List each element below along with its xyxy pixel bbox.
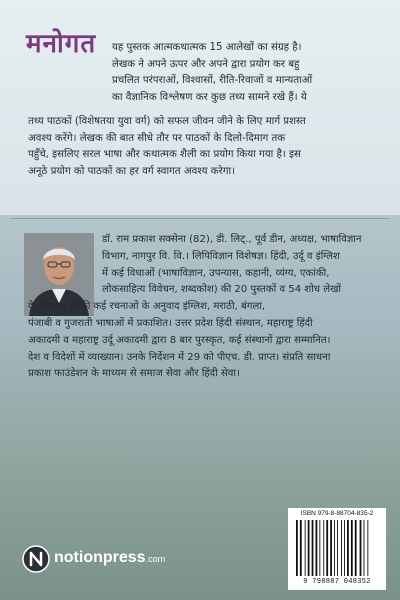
author-bio xyxy=(28,232,380,383)
blurb-line: प्रचलित परंपराओं, विश्वासों, रीति-रिवाजों व मान्यताओं xyxy=(112,75,313,87)
barcode-number: 9 798887 048352 xyxy=(303,578,371,586)
barcode-bar xyxy=(330,520,332,576)
barcode-bar xyxy=(319,520,320,576)
blurb-continued xyxy=(28,114,380,181)
bio-line: पंजाबी व गुजराती भाषाओं में प्रकाशित। उत्तर प्रदेश हिंदी संस्थान, महाराष्ट्र हिंदी xyxy=(28,317,313,329)
barcode-bar xyxy=(364,520,365,576)
barcode-bar xyxy=(312,520,314,576)
bio-line: प्रकाश फाउंडेशन के माध्यम से समाज सेवा और हिंदी सेवा। xyxy=(28,368,240,380)
bio-line: देश व विदेशों में व्याख्यान। उनके निर्देशन में 29 को पीएच. डी. प्राप्त। संप्रति साधना xyxy=(28,351,331,363)
blurb-line: अवश्य करेंगे। लेखक की बात सीधे तौर पर पाठकों के दिलो-दिमाग तक xyxy=(28,132,286,144)
publisher-logo xyxy=(22,545,166,575)
barcode-bar xyxy=(347,520,349,576)
section-title: मनोगत xyxy=(26,29,97,59)
section-divider xyxy=(10,218,390,219)
blurb-intro xyxy=(112,40,380,107)
barcode-bar xyxy=(326,520,328,576)
bio-line: डॉ. राम प्रकाश सक्सेना (82), डी. लिट्., पूर्व डीन, अध्यक्ष, भाषाविज्ञान xyxy=(102,234,362,245)
bio-line: अकादमी व महाराष्ट्र उर्दू अकादमी द्वारा 8 बार पुरस्कृत, कई संस्थानों द्वारा सम्मानित। xyxy=(28,334,331,346)
barcode-bar xyxy=(323,520,324,576)
isbn-barcode xyxy=(288,508,386,590)
bio-line: विभाग, नागपुर वि. वि.। लिपिविज्ञान विशेषज्ञ। हिंदी, उर्दू व इंग्लिश xyxy=(102,250,340,262)
blurb-line: लेखक ने अपने ऊपर और अपने द्वारा प्रयोग कर बहु xyxy=(112,58,300,70)
barcode-bar xyxy=(355,520,357,576)
barcode-bar xyxy=(316,520,318,576)
bio-line: के लेखक। उनकी कई रचनाओं के अनुवाद इंग्लिश, मराठी, बंगला, xyxy=(28,301,266,313)
bio-line: लोकसाहित्य विवेचन, शब्दकोश) की 20 पुस्तकों व 54 शोध लेखों xyxy=(102,284,341,296)
blurb-line: यह पुस्तक आत्मकथात्मक 15 आलेखों का संग्रह है। xyxy=(112,42,302,53)
barcode-bar xyxy=(360,520,362,576)
blurb-line: पहुँचे, इसलिए सरल भाषा और कथात्मक शैली का प्रयोग किया गया है। इस xyxy=(28,149,301,161)
barcode-bar xyxy=(344,520,345,576)
barcode-bar xyxy=(351,520,353,576)
isbn-label: ISBN 979-8-88704-835-2 xyxy=(300,510,374,517)
barcode-bar xyxy=(337,520,338,576)
blurb-line: का वैज्ञानिक विश्लेषण कर कुछ तथ्य सामने रखे हैं। ये xyxy=(112,92,307,104)
notion-press-n-icon xyxy=(22,545,50,573)
blurb-line: अनूठे प्रयोग को पाठकों का हर वर्ग स्वागत अवश्य करेगा। xyxy=(28,166,236,178)
barcode-bar xyxy=(305,520,306,576)
barcode-bar xyxy=(367,520,368,576)
barcode-bar xyxy=(341,520,342,576)
barcode-bar xyxy=(334,520,335,576)
bio-line: में कई विधाओं (भाषाविज्ञान, उपन्यास, कहानी, व्यंग्य, एकांकी, xyxy=(102,267,330,279)
publisher-name: notionpress.com xyxy=(54,549,166,566)
blurb-line: तथ्य पाठकों (विशेषतया युवा वर्ग) को सफल जीवन जीने के लिए मार्ग प्रशस्त xyxy=(28,116,306,127)
barcode-bar xyxy=(300,520,302,576)
barcode-bar xyxy=(296,520,298,576)
barcode-bar xyxy=(308,520,310,576)
